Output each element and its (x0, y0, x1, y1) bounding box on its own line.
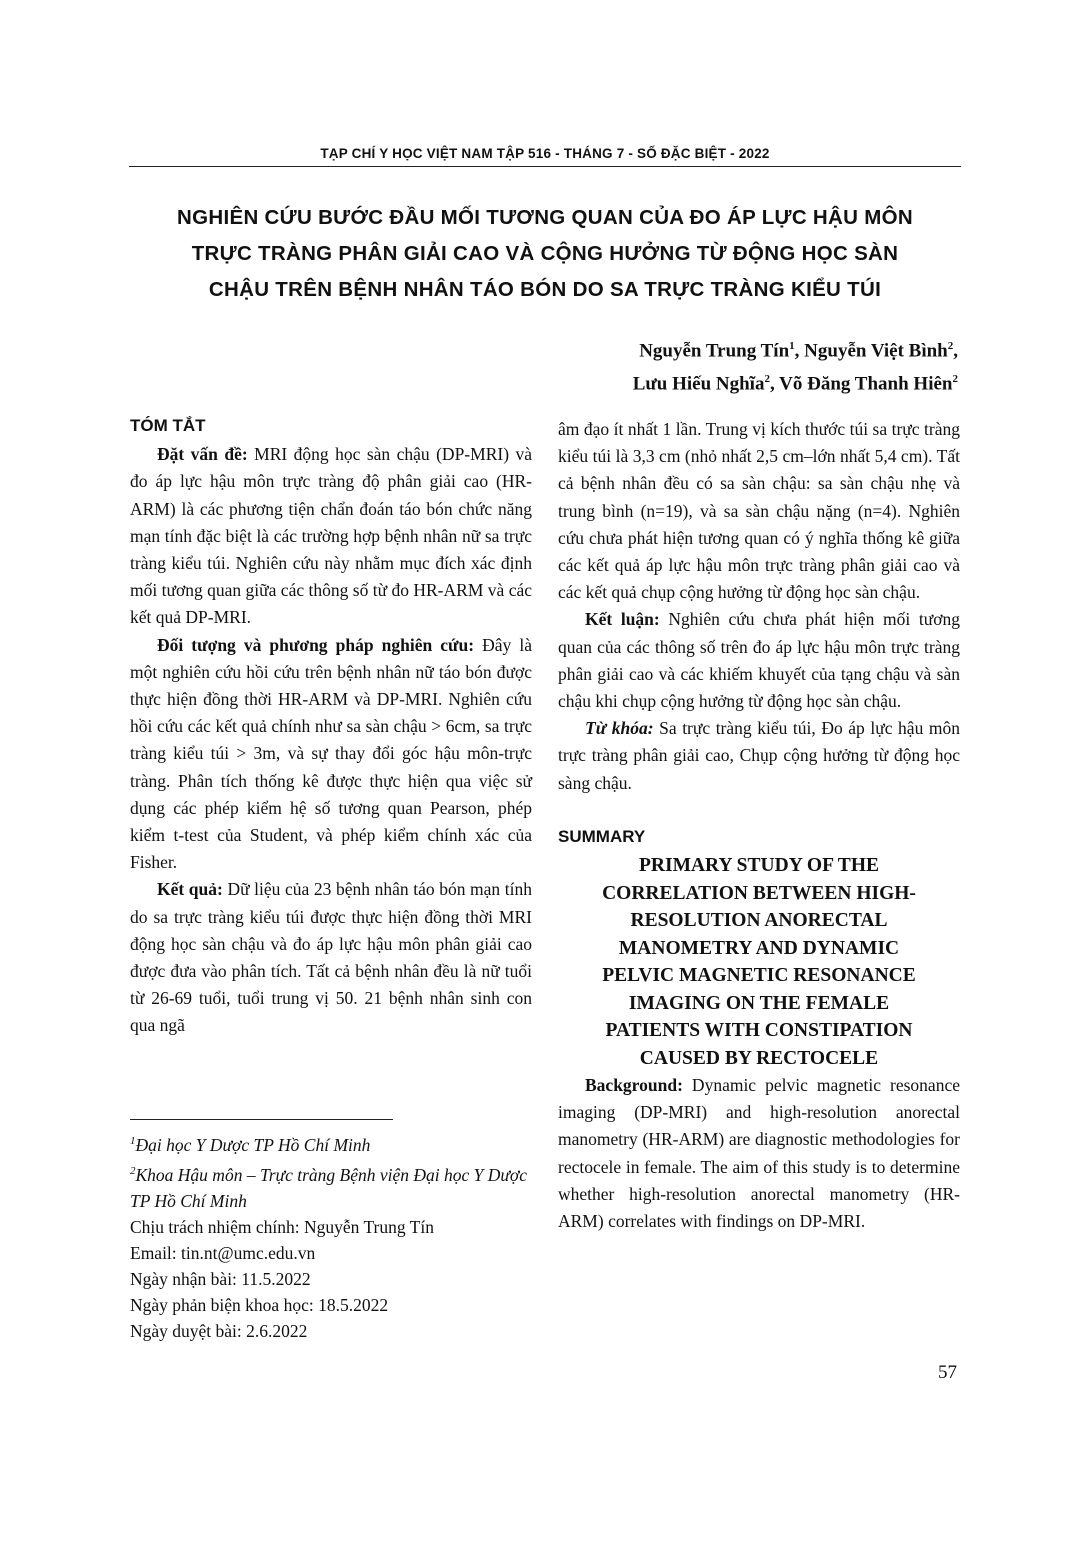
methods-text: Đây là một nghiên cứu hồi cứu trên bệnh nhân nữ táo bón được thực hiện đồng thời HR-ARM và DP-MRI. Nghiên cứu hồi cứu các kết quả chính như sa sàn chậu > 6cm, sa trực tràng kiểu túi > 3m, và sự thay đổi góc hậu môn-trực tràng. Phân tích thống kê được thực hiện qua việc sử dụng các phép kiểm hệ số tương quan Pearson, phép kiểm t-test của Student, và phép kiểm chính xác của Fisher. (130, 634, 532, 873)
abstract-conclusion (558, 606, 960, 715)
conclusion-label: Kết luận: (585, 609, 660, 630)
right-column (558, 416, 960, 1235)
affiliation-text: Khoa Hậu môn – Trực tràng Bệnh viện Đại học Y Dược TP Hồ Chí Minh (130, 1164, 528, 1211)
background-label: Đặt vấn đề: (157, 444, 248, 465)
affiliation-marker: 2 (947, 340, 954, 352)
methods-label: Đối tượng và phương pháp nghiên cứu: (157, 634, 475, 655)
corresponding-author: Chịu trách nhiệm chính: Nguyễn Trung Tín (130, 1216, 434, 1237)
author-separator: , (953, 340, 958, 362)
left-column (130, 412, 532, 1040)
abstract-methods (130, 632, 532, 877)
english-title-line: PELVIC MAGNETIC RESONANCE (602, 965, 916, 987)
english-title-line: MANOMETRY AND DYNAMIC (618, 937, 900, 959)
abstract-results (130, 876, 532, 1039)
keywords-label: Từ khóa: (585, 718, 654, 739)
english-title-line: IMAGING ON THE FEMALE (628, 992, 890, 1014)
english-background-label: Background: (585, 1075, 683, 1096)
keywords-text: Sa trực tràng kiểu túi, Đo áp lực hậu môn trực tràng phân giải cao, Chụp cộng hưởng từ động học sàng chậu. (558, 718, 960, 793)
author-name: Võ Đăng Thanh Hiên (779, 373, 953, 395)
results-text: Dữ liệu của 23 bệnh nhân táo bón mạn tính do sa trực tràng kiểu túi được thực hiện đồng thời MRI động học sàn chậu và đo áp lực hậu môn phân giải cao được đưa vào phân tích. Tất cả bệnh nhân đều là nữ tuổi từ 26-69 tuổi, tuổi trung vị 50. 21 bệnh nhân sinh con qua ngã (130, 879, 533, 1036)
title-line: NGHIÊN CỨU BƯỚC ĐẦU MỐI TƯƠNG QUAN CỦA ĐO ÁP LỰC HẬU MÔN (177, 206, 913, 229)
footnote-divider (130, 1119, 393, 1120)
affiliation-marker: 2 (130, 1164, 136, 1177)
english-background (558, 1072, 960, 1235)
affiliation-marker: 2 (952, 373, 958, 386)
review-date: Ngày phản biện khoa học: 18.5.2022 (130, 1294, 389, 1315)
abstract-heading: TÓM TẮT (130, 416, 206, 435)
english-title (558, 852, 960, 1072)
author-name: Nguyễn Việt Bình (804, 340, 948, 362)
english-title-line: PRIMARY STUDY OF THE (638, 855, 879, 877)
journal-header: TẠP CHÍ Y HỌC VIỆT NAM TẬP 516 - THÁNG 7 - SỐ ĐẶC BIỆT - 2022 (129, 146, 961, 167)
summary-heading: SUMMARY (558, 826, 646, 846)
english-title-line: CORRELATION BETWEEN HIGH- (602, 882, 916, 904)
affiliation-text: Đại học Y Dược TP Hồ Chí Minh (135, 1134, 371, 1155)
footnotes (130, 1128, 540, 1344)
background-text: MRI động học sàn chậu (DP-MRI) và đo áp lực hậu môn trực tràng độ phân giải cao (HR-ARM) là các phương tiện chẩn đoán táo bón chức năng mạn tính đặc biệt là các trường hợp bệnh nhân nữ sa trực tràng kiểu túi. Nghiên cứu này nhằm mục đích xác định mối tương quan giữa các thông số từ đo HR-ARM và các kết quả DP-MRI. (130, 444, 532, 628)
author-separator: , (769, 373, 775, 395)
received-date: Ngày nhận bài: 11.5.2022 (130, 1268, 311, 1289)
article-title (110, 200, 980, 308)
affiliation-marker: 2 (764, 373, 770, 386)
english-title-line: PATIENTS WITH CONSTIPATION (605, 1020, 913, 1042)
affiliation-2 (130, 1158, 540, 1214)
english-title-line: CAUSED BY RECTOCELE (639, 1047, 879, 1069)
title-line: TRỰC TRÀNG PHÂN GIẢI CAO VÀ CỘNG HƯỞNG TỪ ĐỘNG HỌC SÀN (191, 242, 899, 265)
conclusion-text: Nghiên cứu chưa phát hiện mối tương quan của các thông số trên đo áp lực hậu môn trực tràng phân giải cao và các khiếm khuyết của tạng chậu và sàn chậu khi chụp cộng hưởng từ động học sàn chậu. (558, 609, 960, 712)
english-title-line: RESOLUTION ANORECTAL (630, 910, 888, 932)
author-name: Nguyễn Trung Tín (639, 340, 790, 362)
author-list (633, 332, 958, 399)
abstract-keywords (558, 715, 960, 797)
accepted-date: Ngày duyệt bài: 2.6.2022 (130, 1320, 308, 1341)
affiliation-1 (130, 1128, 540, 1158)
affiliation-marker: 1 (130, 1135, 136, 1147)
author-name: Lưu Hiếu Nghĩa (632, 373, 765, 395)
abstract-background (130, 441, 532, 631)
english-background-text: Dynamic pelvic magnetic resonance imaging (DP-MRI) and high-resolution anorectal manometry (HR-ARM) are diagnostic methodologies for rectocele in female. The aim of this study is to determine whether high-resolution anorectal manometry (HR-ARM) correlates with findings on DP-MRI. (558, 1075, 960, 1232)
email-line: Email: tin.nt@umc.edu.vn (130, 1242, 316, 1263)
page-number: 57 (938, 1362, 957, 1383)
results-continued: âm đạo ít nhất 1 lần. Trung vị kích thước túi sa trực tràng kiểu túi là 3,3 cm (nhỏ nhất 2,5 cm–lớn nhất 5,4 cm). Tất cả bệnh nhân đều có sa sàn chậu: sa sàn chậu nhẹ và trung bình (n=19), và sa sàn chậu nặng (n=4). Nghiên cứu chưa phát hiện tương quan có ý nghĩa thống kê giữa các kết quả áp lực hậu môn trực tràng phân giải cao và các kết quả chụp cộng hưởng từ động học sàn chậu. (558, 419, 960, 603)
author-separator: , (794, 340, 800, 362)
title-line: CHẬU TRÊN BỆNH NHÂN TÁO BÓN DO SA TRỰC TRÀNG KIỂU TÚI (208, 278, 882, 301)
results-label: Kết quả: (157, 879, 223, 900)
affiliation-marker: 1 (789, 340, 795, 352)
